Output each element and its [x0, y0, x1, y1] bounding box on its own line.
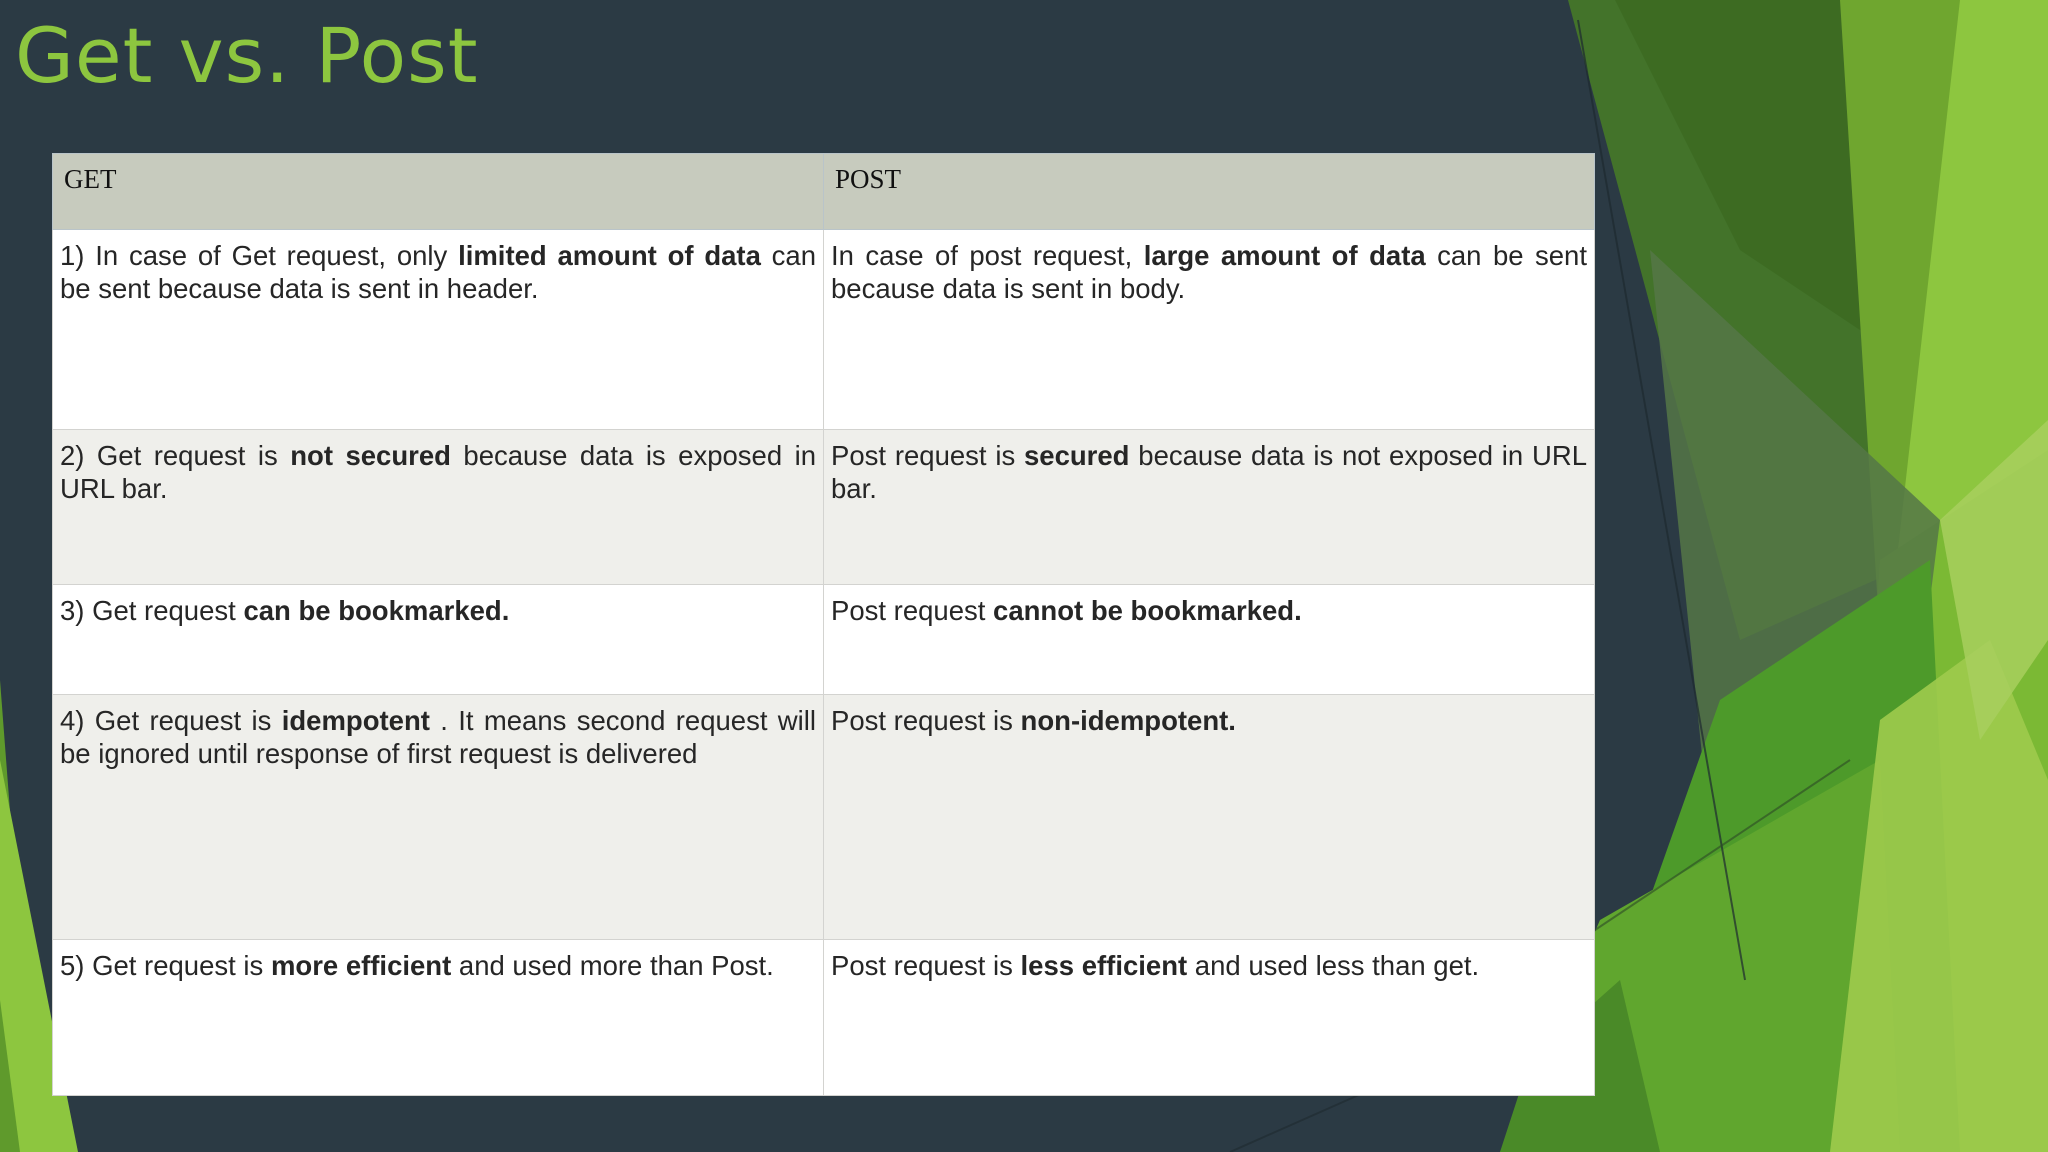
bold-text-run: more efficient	[270, 950, 452, 981]
text-run: 4) Get request is	[60, 705, 282, 736]
text-run: 3) Get request	[60, 595, 244, 626]
table-row	[53, 585, 1595, 695]
table-row	[53, 230, 1595, 430]
get-cell	[53, 430, 824, 585]
table-header-row	[53, 154, 1595, 230]
table-row	[53, 430, 1595, 585]
column-header-get: GET	[53, 154, 824, 230]
text-run: Post request	[831, 595, 994, 626]
slide-title: Get vs. Post	[15, 11, 479, 100]
table-row	[53, 695, 1595, 940]
text-run: can be sent because data is sent in header.	[60, 240, 817, 304]
bold-text-run: less efficient	[1020, 950, 1188, 981]
text-run: In case of post request,	[831, 240, 1144, 271]
text-run: and used less than get.	[1187, 950, 1480, 981]
bold-text-run: secured	[1024, 440, 1130, 471]
get-cell	[53, 695, 824, 940]
text-run: 2) Get request is	[60, 440, 291, 471]
bold-text-run: limited amount of data	[458, 240, 761, 271]
post-cell	[824, 230, 1595, 430]
post-cell	[824, 585, 1595, 695]
text-run: and used more than Post.	[451, 950, 774, 981]
text-run: 1) In case of Get request, only	[60, 240, 459, 271]
text-run: Post request is	[831, 705, 1021, 736]
post-cell	[824, 430, 1595, 585]
text-run: . It means second request will be ignored until response of first request is delivered	[60, 705, 816, 769]
bold-text-run: not secured	[290, 440, 451, 471]
text-run: because data is not exposed in URL bar.	[831, 440, 1587, 504]
bold-text-run: non-idempotent.	[1020, 705, 1236, 736]
text-run: Post request is	[831, 440, 1024, 471]
get-cell	[53, 940, 824, 1096]
post-cell	[824, 695, 1595, 940]
comparison-table	[52, 153, 1595, 1096]
post-cell	[824, 940, 1595, 1096]
column-header-post: POST	[824, 154, 1595, 230]
text-run: 5) Get request is	[60, 950, 271, 981]
text-run: because data is exposed in URL bar.	[60, 440, 816, 504]
table-row	[53, 940, 1595, 1096]
text-run: Post request is	[831, 950, 1021, 981]
get-cell	[53, 585, 824, 695]
text-run: can be sent because data is sent in body.	[831, 240, 1587, 304]
bold-text-run: idempotent	[281, 705, 430, 736]
bold-text-run: cannot be bookmarked.	[993, 595, 1302, 626]
get-cell	[53, 230, 824, 430]
bold-text-run: large amount of data	[1143, 240, 1426, 271]
bold-text-run: can be bookmarked.	[243, 595, 510, 626]
